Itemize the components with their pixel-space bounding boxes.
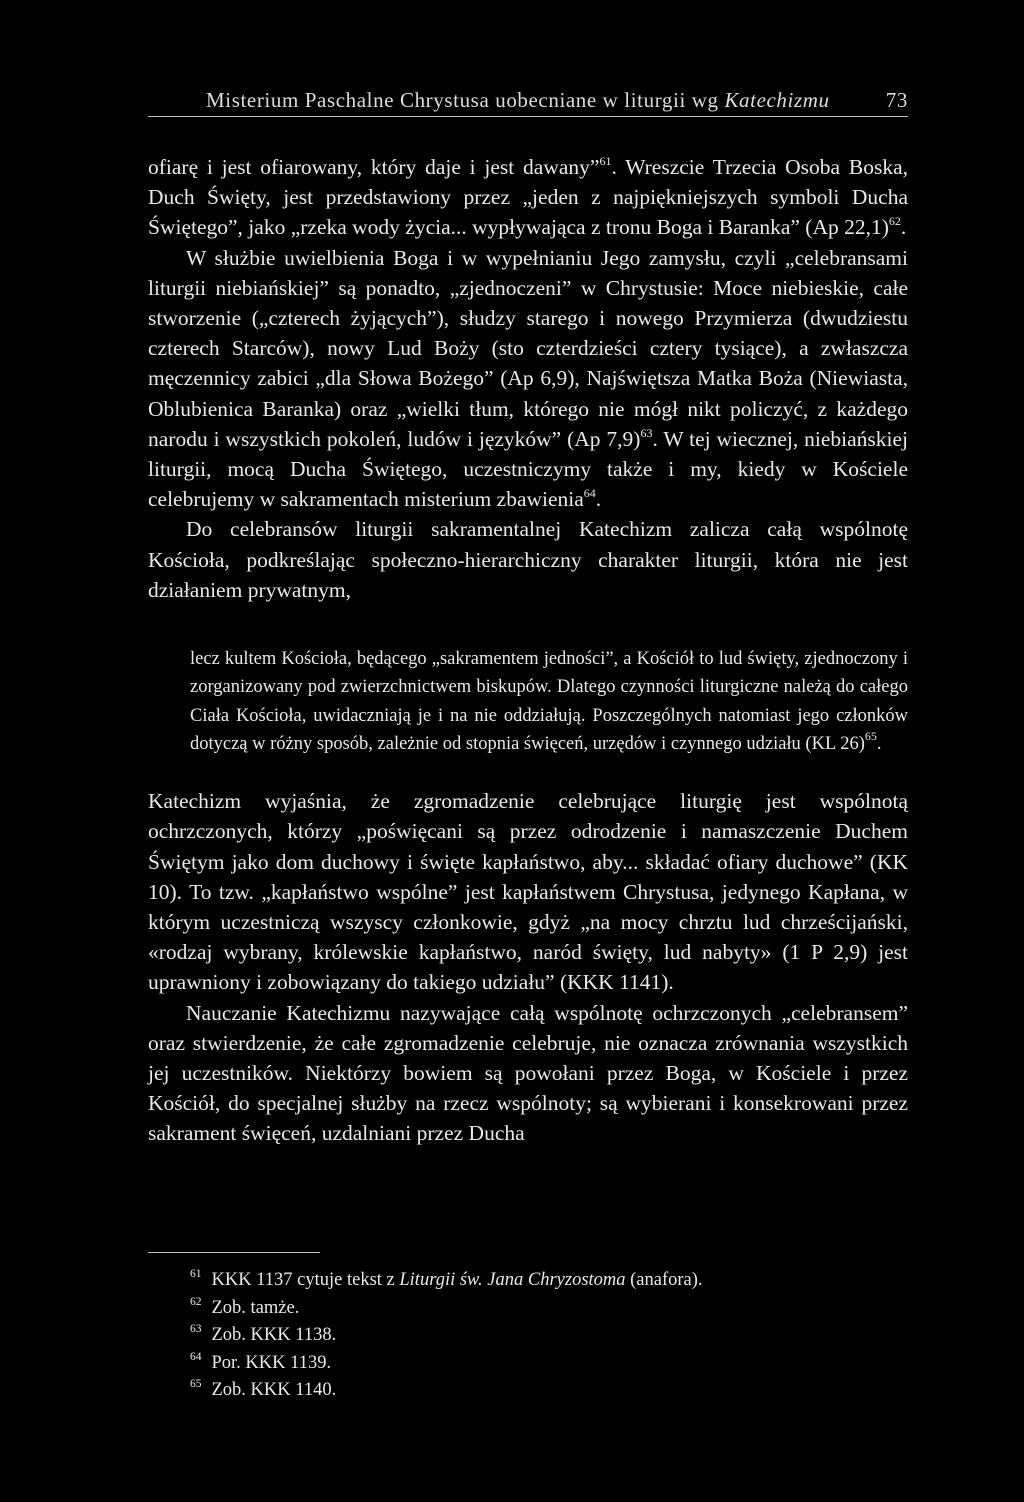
footnote-number: 61: [190, 1268, 202, 1280]
footnote-ref-64[interactable]: 64: [583, 486, 596, 501]
paragraph-3: Do celebransów liturgii sakramentalnej Katechizm zalicza całą wspólnotę Kościoła, podkreślając społeczno-hierarchiczny charakter liturgii, która nie jest działaniem prywatnym,: [148, 517, 908, 602]
footnote-number: 65: [190, 1378, 202, 1390]
block-quote: [190, 645, 908, 758]
footnote-ref-61[interactable]: 61: [599, 154, 612, 168]
paragraph-5: Nauczanie Katechizmu nazywające całą wspólnotę ochrzczonych „celebransem” oraz stwierdzenie, że całe zgromadzenie celebruje, nie oznacza zrównania wszystkich jej uczestników. Niektórzy bowiem są powołani przez Boga, w Kościele i przez Kościół, do specjalnej służby na rzecz wspólnoty; są wybierani i konsekrowani przez sakrament święceń, uzdalniani przez Ducha: [148, 1000, 908, 1146]
footnote-text: KKK 1137 cytuje tekst z: [211, 1270, 400, 1290]
quote-text: .: [876, 733, 882, 754]
main-text: [148, 152, 908, 1149]
footnote-number: 62: [190, 1295, 202, 1308]
footnote-ref-65[interactable]: 65: [864, 728, 877, 743]
paragraph-4: Katechizm wyjaśnia, że zgromadzenie celebrujące liturgię jest wspólnotą ochrzczonych, którzy „poświęcani są przez odrodzenie i namaszczenie Duchem Świętym jako dom duchowy i święte kapłaństwo, aby... składać ofiary duchowe” (KK 10). To tzw. „kapłaństwo wspólne” jest kapłaństwem Chrystusa, jedynego Kapłana, w którym uczestniczą wszyscy członkowie, gdyż „na mocy chrztu lud chrześcijański, «rodzaj wybrany, królewskie kapłaństwo, naród święty, lud nabyty» (1 P 2,9) jest uprawniony i zobowiązany do takiego udziału” (KKK 1141).: [148, 789, 908, 995]
paragraph-text: .: [595, 487, 602, 512]
paragraph-text: .: [900, 215, 907, 240]
footnote-text: Zob. KKK 1138.: [211, 1325, 337, 1345]
footnote-rule: [148, 1252, 320, 1253]
footnote-number: 63: [190, 1323, 202, 1335]
running-title: [206, 88, 830, 113]
paragraph-2: [148, 243, 908, 515]
footnote-63: [148, 1322, 908, 1350]
footnote-62: [148, 1295, 908, 1323]
footnotes: [148, 1252, 908, 1405]
footnote-text: Zob. tamże.: [211, 1297, 300, 1318]
quote-text: lecz kultem Kościoła, będącego „sakramentem jedności”, a Kościół to lud święty, zjednoczony i zorganizowany pod zwierzchnictwem biskupów. Dlatego czynności liturgiczne należą do całego Ciała Kościoła, uwidaczniają je i na nie oddziałują. Poszczególnych natomiast jego członków dotyczą w różny sposób, zależnie od stopnia święceń, urzędów i czynnego udziału (KL 26): [190, 649, 908, 754]
footnote-ref-63[interactable]: 63: [640, 425, 653, 440]
running-title-italic: Katechizmu: [724, 88, 830, 112]
paragraph-text: . W tej wiecznej, niebiańskiej liturgii, mocą Ducha Świętego, uczestniczymy także i my, kiedy w Kościele celebrujemy w sakramentach misterium zbawienia: [148, 426, 908, 512]
footnote-number: 64: [190, 1350, 202, 1363]
footnote-text: Por. KKK 1139.: [211, 1352, 332, 1373]
footnote-text: (anafora).: [625, 1270, 703, 1290]
footnote-61: [148, 1267, 908, 1295]
paragraph-1: [148, 152, 908, 243]
footnote-65: [148, 1377, 908, 1405]
footnote-64: [148, 1350, 908, 1378]
paragraph-text: W służbie uwielbienia Boga i w wypełnianiu Jego zamysłu, czyli „celebransami liturgii niebiańskiej” są ponadto, „zjednoczeni” w Chrystusie: Moce niebieskie, całe stworzenie („czterech żyjących”), słudzy starego i nowego Przymierza (dwudziestu czterech Starców), nowy Lud Boży (sto czterdzieści cztery tysiące), a zwłaszcza męczennicy zabici „dla Słowa Bożego” (Ap 6,9), Najświętsza Matka Boża (Niewiasta, Oblubienica Baranka) oraz „wielki tłum, którego nie mógł nikt policzyć, z każdego narodu i wszystkich pokoleń, ludów i języków” (Ap 7,9): [148, 245, 908, 451]
footnote-text: Zob. KKK 1140.: [211, 1380, 337, 1400]
running-header: [148, 86, 908, 117]
running-title-text: Misterium Paschalne Chrystusa uobecniane w liturgii wg: [206, 88, 725, 112]
paragraph-text: . Wreszcie Trzecia Osoba Boska, Duch Święty, jest przedstawiony przez „jeden z najpiękniejszych symboli Ducha Świętego”, jako „rzeka wody życia... wypływająca z tronu Boga i Baranka” (Ap 22,1): [148, 155, 908, 240]
footnote-ref-62[interactable]: 62: [888, 214, 901, 229]
paragraph-text: ofiarę i jest ofiarowany, który daje i jest dawany”: [148, 155, 600, 179]
page-number: 73: [885, 88, 908, 112]
footnote-italic: Liturgii św. Jana Chryzostoma: [399, 1270, 626, 1290]
